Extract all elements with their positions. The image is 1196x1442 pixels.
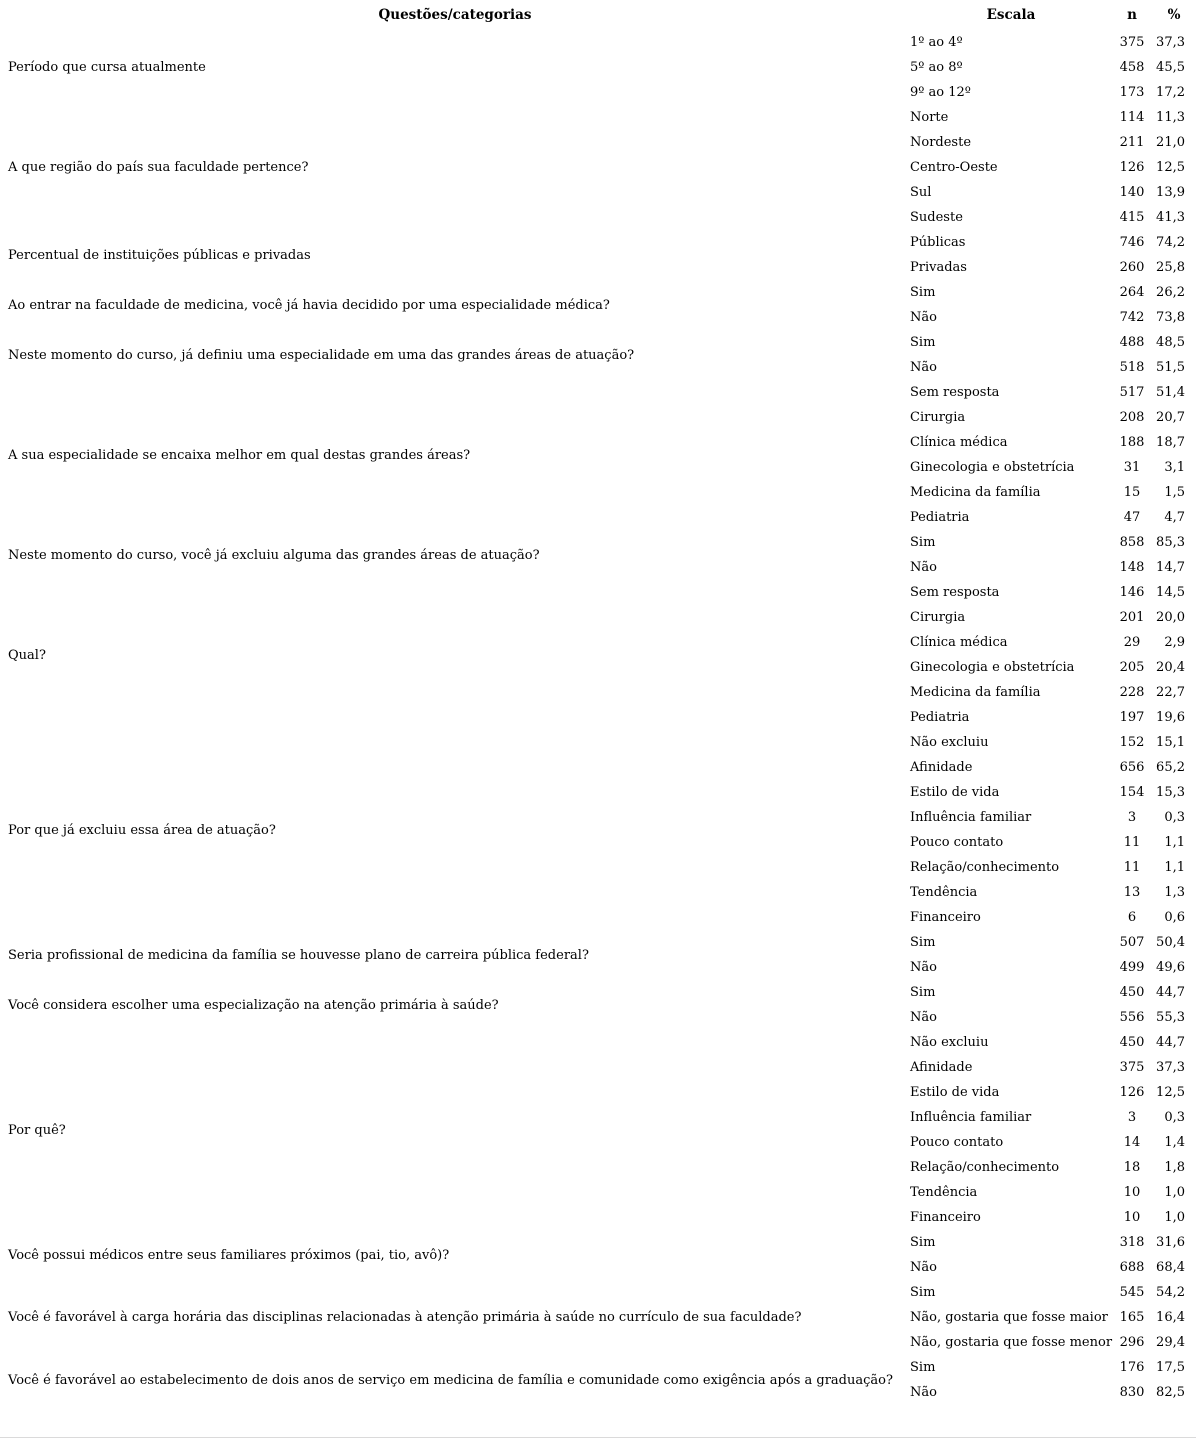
percent-value-cell: 1,1 (1164, 835, 1185, 850)
n-value-cell: 3 (1127, 810, 1137, 825)
percent-value-cell: 15,1 (1156, 735, 1185, 750)
percent-value-cell: 4,7 (1164, 510, 1185, 525)
header-n: n (1127, 7, 1137, 23)
percent-value-cell: 1,8 (1164, 1160, 1185, 1175)
percent-value-cell: 44,7 (1156, 1035, 1185, 1050)
n-value-cell: 11 (1123, 860, 1141, 875)
percent-value-cell: 49,6 (1156, 960, 1185, 975)
header-questions-categories: Questões/categorias (378, 7, 532, 23)
percent-value-cell: 19,6 (1156, 710, 1185, 725)
table-row (0, 930, 1196, 955)
percent-value-cell: 68,4 (1156, 1260, 1185, 1275)
scale-cell: Financeiro (910, 910, 981, 925)
n-value-cell: 208 (1119, 410, 1145, 425)
scale-cell: Financeiro (910, 1210, 981, 1225)
scale-cell: Medicina da família (910, 485, 1041, 500)
n-value-cell: 228 (1119, 685, 1145, 700)
scale-cell: 9º ao 12º (910, 85, 971, 100)
n-value-cell: 742 (1119, 310, 1145, 325)
percent-value-cell: 21,0 (1156, 135, 1185, 150)
percent-value-cell: 3,1 (1164, 460, 1185, 475)
n-value-cell: 176 (1119, 1360, 1145, 1375)
n-value-cell: 10 (1123, 1210, 1141, 1225)
scale-cell: Ginecologia e obstetrícia (910, 460, 1075, 475)
n-value-cell: 188 (1119, 435, 1145, 450)
scale-cell: Sim (910, 1235, 936, 1250)
scale-cell: Não, gostaria que fosse maior (910, 1310, 1108, 1325)
n-value-cell: 517 (1119, 385, 1145, 400)
percent-value-cell: 17,5 (1156, 1360, 1185, 1375)
percent-value-cell: 0,6 (1164, 910, 1185, 925)
question-cell: Percentual de instituições públicas e privadas (8, 247, 311, 263)
n-value-cell: 205 (1119, 660, 1145, 675)
scale-cell: Estilo de vida (910, 1085, 1000, 1100)
scale-cell: Cirurgia (910, 610, 966, 625)
n-value-cell: 15 (1123, 485, 1141, 500)
n-value-cell: 488 (1119, 335, 1145, 350)
scale-cell: Sudeste (910, 210, 963, 225)
table-row (0, 530, 1196, 555)
question-cell: Por que já excluiu essa área de atuação? (8, 822, 276, 838)
scale-cell: Pouco contato (910, 835, 1004, 850)
n-value-cell: 688 (1119, 1260, 1145, 1275)
header-row (0, 0, 1196, 30)
scale-cell: 5º ao 8º (910, 60, 963, 75)
percent-value-cell: 65,2 (1156, 760, 1185, 775)
n-value-cell: 296 (1119, 1335, 1145, 1350)
table-row (0, 730, 1196, 755)
table-row (0, 980, 1196, 1005)
scale-cell: Nordeste (910, 135, 972, 150)
percent-value-cell: 41,3 (1156, 210, 1185, 225)
question-cell: Neste momento do curso, você já excluiu alguma das grandes áreas de atuação? (8, 547, 540, 563)
n-value-cell: 260 (1119, 260, 1145, 275)
table-header (0, 0, 1196, 30)
table-row (0, 380, 1196, 405)
percent-value-cell: 37,3 (1156, 1060, 1185, 1075)
question-cell: Por quê? (8, 1122, 66, 1138)
percent-value-cell: 51,5 (1156, 360, 1185, 375)
n-value-cell: 197 (1119, 710, 1145, 725)
scale-cell: Sem resposta (910, 585, 1000, 600)
question-cell: A sua especialidade se encaixa melhor em qual destas grandes áreas? (8, 447, 471, 463)
scale-cell: Não (910, 1385, 937, 1400)
scale-cell: Afinidade (910, 760, 973, 775)
n-value-cell: 29 (1123, 635, 1141, 650)
n-value-cell: 14 (1123, 1135, 1141, 1150)
n-value-cell: 458 (1119, 60, 1145, 75)
question-cell: Você possui médicos entre seus familiares próximos (pai, tio, avô)? (8, 1247, 450, 1263)
question-cell: Ao entrar na faculdade de medicina, você já havia decidido por uma especialidade médica? (8, 297, 610, 313)
percent-value-cell: 12,5 (1156, 1085, 1185, 1100)
percent-value-cell: 17,2 (1156, 85, 1185, 100)
n-value-cell: 6 (1127, 910, 1137, 925)
n-value-cell: 140 (1119, 185, 1145, 200)
scale-cell: Tendência (910, 1185, 978, 1200)
scale-cell: Pediatria (910, 510, 970, 525)
scale-cell: Sim (910, 935, 936, 950)
n-value-cell: 31 (1123, 460, 1141, 475)
scale-cell: Afinidade (910, 1060, 973, 1075)
n-value-cell: 152 (1119, 735, 1145, 750)
scale-cell: Sim (910, 1285, 936, 1300)
header-escala: Escala (986, 7, 1036, 23)
percent-value-cell: 48,5 (1156, 335, 1185, 350)
scale-cell: Sim (910, 535, 936, 550)
scale-cell: 1º ao 4º (910, 35, 963, 50)
scale-cell: Não (910, 1010, 937, 1025)
percent-value-cell: 20,7 (1156, 410, 1185, 425)
percent-value-cell: 54,2 (1156, 1285, 1185, 1300)
n-value-cell: 545 (1119, 1285, 1145, 1300)
question-cell: A que região do país sua faculdade pertence? (8, 160, 309, 175)
scale-cell: Não (910, 310, 937, 325)
n-value-cell: 114 (1119, 110, 1145, 125)
percent-value-cell: 82,5 (1156, 1385, 1185, 1400)
n-value-cell: 450 (1119, 985, 1145, 1000)
n-value-cell: 450 (1119, 1035, 1145, 1050)
scale-cell: Norte (910, 110, 949, 125)
percent-value-cell: 18,7 (1156, 435, 1185, 450)
percent-value-cell: 45,5 (1156, 60, 1185, 75)
percent-value-cell: 0,3 (1164, 810, 1185, 825)
percent-value-cell: 1,3 (1164, 885, 1185, 900)
percent-value-cell: 31,6 (1156, 1235, 1185, 1250)
scale-cell: Sim (910, 1360, 936, 1375)
question-cell: Período que cursa atualmente (8, 60, 206, 75)
percent-value-cell: 15,3 (1156, 785, 1185, 800)
n-value-cell: 10 (1123, 1185, 1141, 1200)
n-value-cell: 13 (1123, 885, 1141, 900)
percent-value-cell: 14,5 (1156, 585, 1185, 600)
percent-value-cell: 20,0 (1156, 610, 1185, 625)
table-row (0, 1030, 1196, 1055)
percent-value-cell: 2,9 (1164, 635, 1185, 650)
percent-value-cell: 1,1 (1164, 860, 1185, 875)
n-value-cell: 264 (1119, 285, 1145, 300)
table-row (0, 1280, 1196, 1305)
scale-cell: Não (910, 360, 937, 375)
percent-value-cell: 1,0 (1164, 1185, 1185, 1200)
n-value-cell: 318 (1119, 1235, 1145, 1250)
scale-cell: Influência familiar (910, 1110, 1032, 1125)
question-cell: Seria profissional de medicina da família se houvesse plano de carreira pública federal? (8, 947, 589, 963)
scale-cell: Privadas (910, 260, 967, 275)
n-value-cell: 11 (1123, 835, 1141, 850)
scale-cell: Medicina da família (910, 685, 1041, 700)
table-row (0, 280, 1196, 305)
n-value-cell: 656 (1119, 760, 1145, 775)
scale-cell: Cirurgia (910, 410, 966, 425)
scale-cell: Relação/conhecimento (910, 860, 1060, 875)
percent-value-cell: 37,3 (1156, 35, 1185, 50)
question-cell: Você é favorável à carga horária das disciplinas relacionadas à atenção primária à saúde no currículo de sua faculdade? (8, 1310, 802, 1325)
scale-cell: Ginecologia e obstetrícia (910, 660, 1075, 675)
percent-value-cell: 1,0 (1164, 1210, 1185, 1225)
percent-value-cell: 11,3 (1156, 110, 1185, 125)
scale-cell: Não (910, 560, 937, 575)
scale-cell: Tendência (910, 885, 978, 900)
n-value-cell: 148 (1119, 560, 1145, 575)
percent-value-cell: 16,4 (1156, 1310, 1185, 1325)
table-row (0, 30, 1196, 55)
scale-cell: Não excluiu (910, 735, 989, 750)
scale-cell: Clínica médica (910, 435, 1008, 450)
n-value-cell: 499 (1119, 960, 1145, 975)
percent-value-cell: 51,4 (1156, 385, 1185, 400)
scale-cell: Clínica médica (910, 635, 1008, 650)
n-value-cell: 47 (1123, 510, 1141, 525)
percent-value-cell: 73,8 (1156, 310, 1185, 325)
bottom-rule (0, 1437, 1196, 1438)
n-value-cell: 126 (1119, 1085, 1145, 1100)
table-row (0, 330, 1196, 355)
percent-value-cell: 29,4 (1156, 1335, 1185, 1350)
percent-value-cell: 26,2 (1156, 285, 1185, 300)
table-row (0, 1230, 1196, 1255)
scale-cell: Relação/conhecimento (910, 1160, 1060, 1175)
percent-value-cell: 25,8 (1156, 260, 1185, 275)
n-value-cell: 211 (1119, 135, 1145, 150)
scale-cell: Públicas (910, 235, 966, 250)
n-value-cell: 146 (1119, 585, 1145, 600)
scale-cell: Sul (910, 185, 932, 200)
percent-value-cell: 14,7 (1156, 560, 1185, 575)
n-value-cell: 3 (1127, 1110, 1137, 1125)
question-cell: Qual? (8, 647, 46, 663)
percent-value-cell: 12,5 (1156, 160, 1185, 175)
percent-value-cell: 22,7 (1156, 685, 1185, 700)
scale-cell: Influência familiar (910, 810, 1032, 825)
percent-value-cell: 55,3 (1156, 1010, 1185, 1025)
percent-value-cell: 74,2 (1156, 235, 1185, 250)
n-value-cell: 165 (1119, 1310, 1145, 1325)
percent-value-cell: 85,3 (1156, 535, 1185, 550)
percent-value-cell: 44,7 (1156, 985, 1185, 1000)
n-value-cell: 375 (1119, 35, 1145, 50)
table-row (0, 230, 1196, 255)
n-value-cell: 507 (1119, 935, 1145, 950)
scale-cell: Pediatria (910, 710, 970, 725)
table-row (0, 105, 1196, 130)
question-cell: Neste momento do curso, já definiu uma especialidade em uma das grandes áreas de atuação? (8, 347, 635, 363)
n-value-cell: 375 (1119, 1060, 1145, 1075)
n-value-cell: 518 (1119, 360, 1145, 375)
table-body (0, 30, 1196, 1405)
table-row (0, 1355, 1196, 1380)
scale-cell: Sim (910, 335, 936, 350)
percent-value-cell: 13,9 (1156, 185, 1185, 200)
n-value-cell: 126 (1119, 160, 1145, 175)
scale-cell: Não excluiu (910, 1035, 989, 1050)
n-value-cell: 415 (1119, 210, 1145, 225)
scale-cell: Sem resposta (910, 385, 1000, 400)
n-value-cell: 746 (1119, 235, 1145, 250)
scale-cell: Não (910, 960, 937, 975)
scale-cell: Estilo de vida (910, 785, 1000, 800)
n-value-cell: 201 (1119, 610, 1145, 625)
percent-value-cell: 50,4 (1156, 935, 1185, 950)
percent-value-cell: 20,4 (1156, 660, 1185, 675)
question-cell: Você é favorável ao estabelecimento de dois anos de serviço em medicina de família e comunidade como exigência após a graduação? (8, 1372, 893, 1388)
scale-cell: Sim (910, 285, 936, 300)
n-value-cell: 18 (1123, 1160, 1141, 1175)
n-value-cell: 830 (1119, 1385, 1145, 1400)
n-value-cell: 173 (1119, 85, 1145, 100)
scale-cell: Pouco contato (910, 1135, 1004, 1150)
percent-value-cell: 0,3 (1164, 1110, 1185, 1125)
n-value-cell: 556 (1119, 1010, 1145, 1025)
question-cell: Você considera escolher uma especialização na atenção primária à saúde? (8, 997, 499, 1013)
scale-cell: Não, gostaria que fosse menor (910, 1335, 1113, 1350)
percent-value-cell: 1,5 (1164, 485, 1185, 500)
n-value-cell: 858 (1119, 535, 1145, 550)
n-value-cell: 154 (1119, 785, 1145, 800)
percent-value-cell: 1,4 (1164, 1135, 1185, 1150)
table-row (0, 580, 1196, 605)
scale-cell: Centro-Oeste (910, 160, 998, 175)
scale-cell: Sim (910, 985, 936, 1000)
scale-cell: Não (910, 1260, 937, 1275)
header-percent: % (1167, 7, 1181, 23)
